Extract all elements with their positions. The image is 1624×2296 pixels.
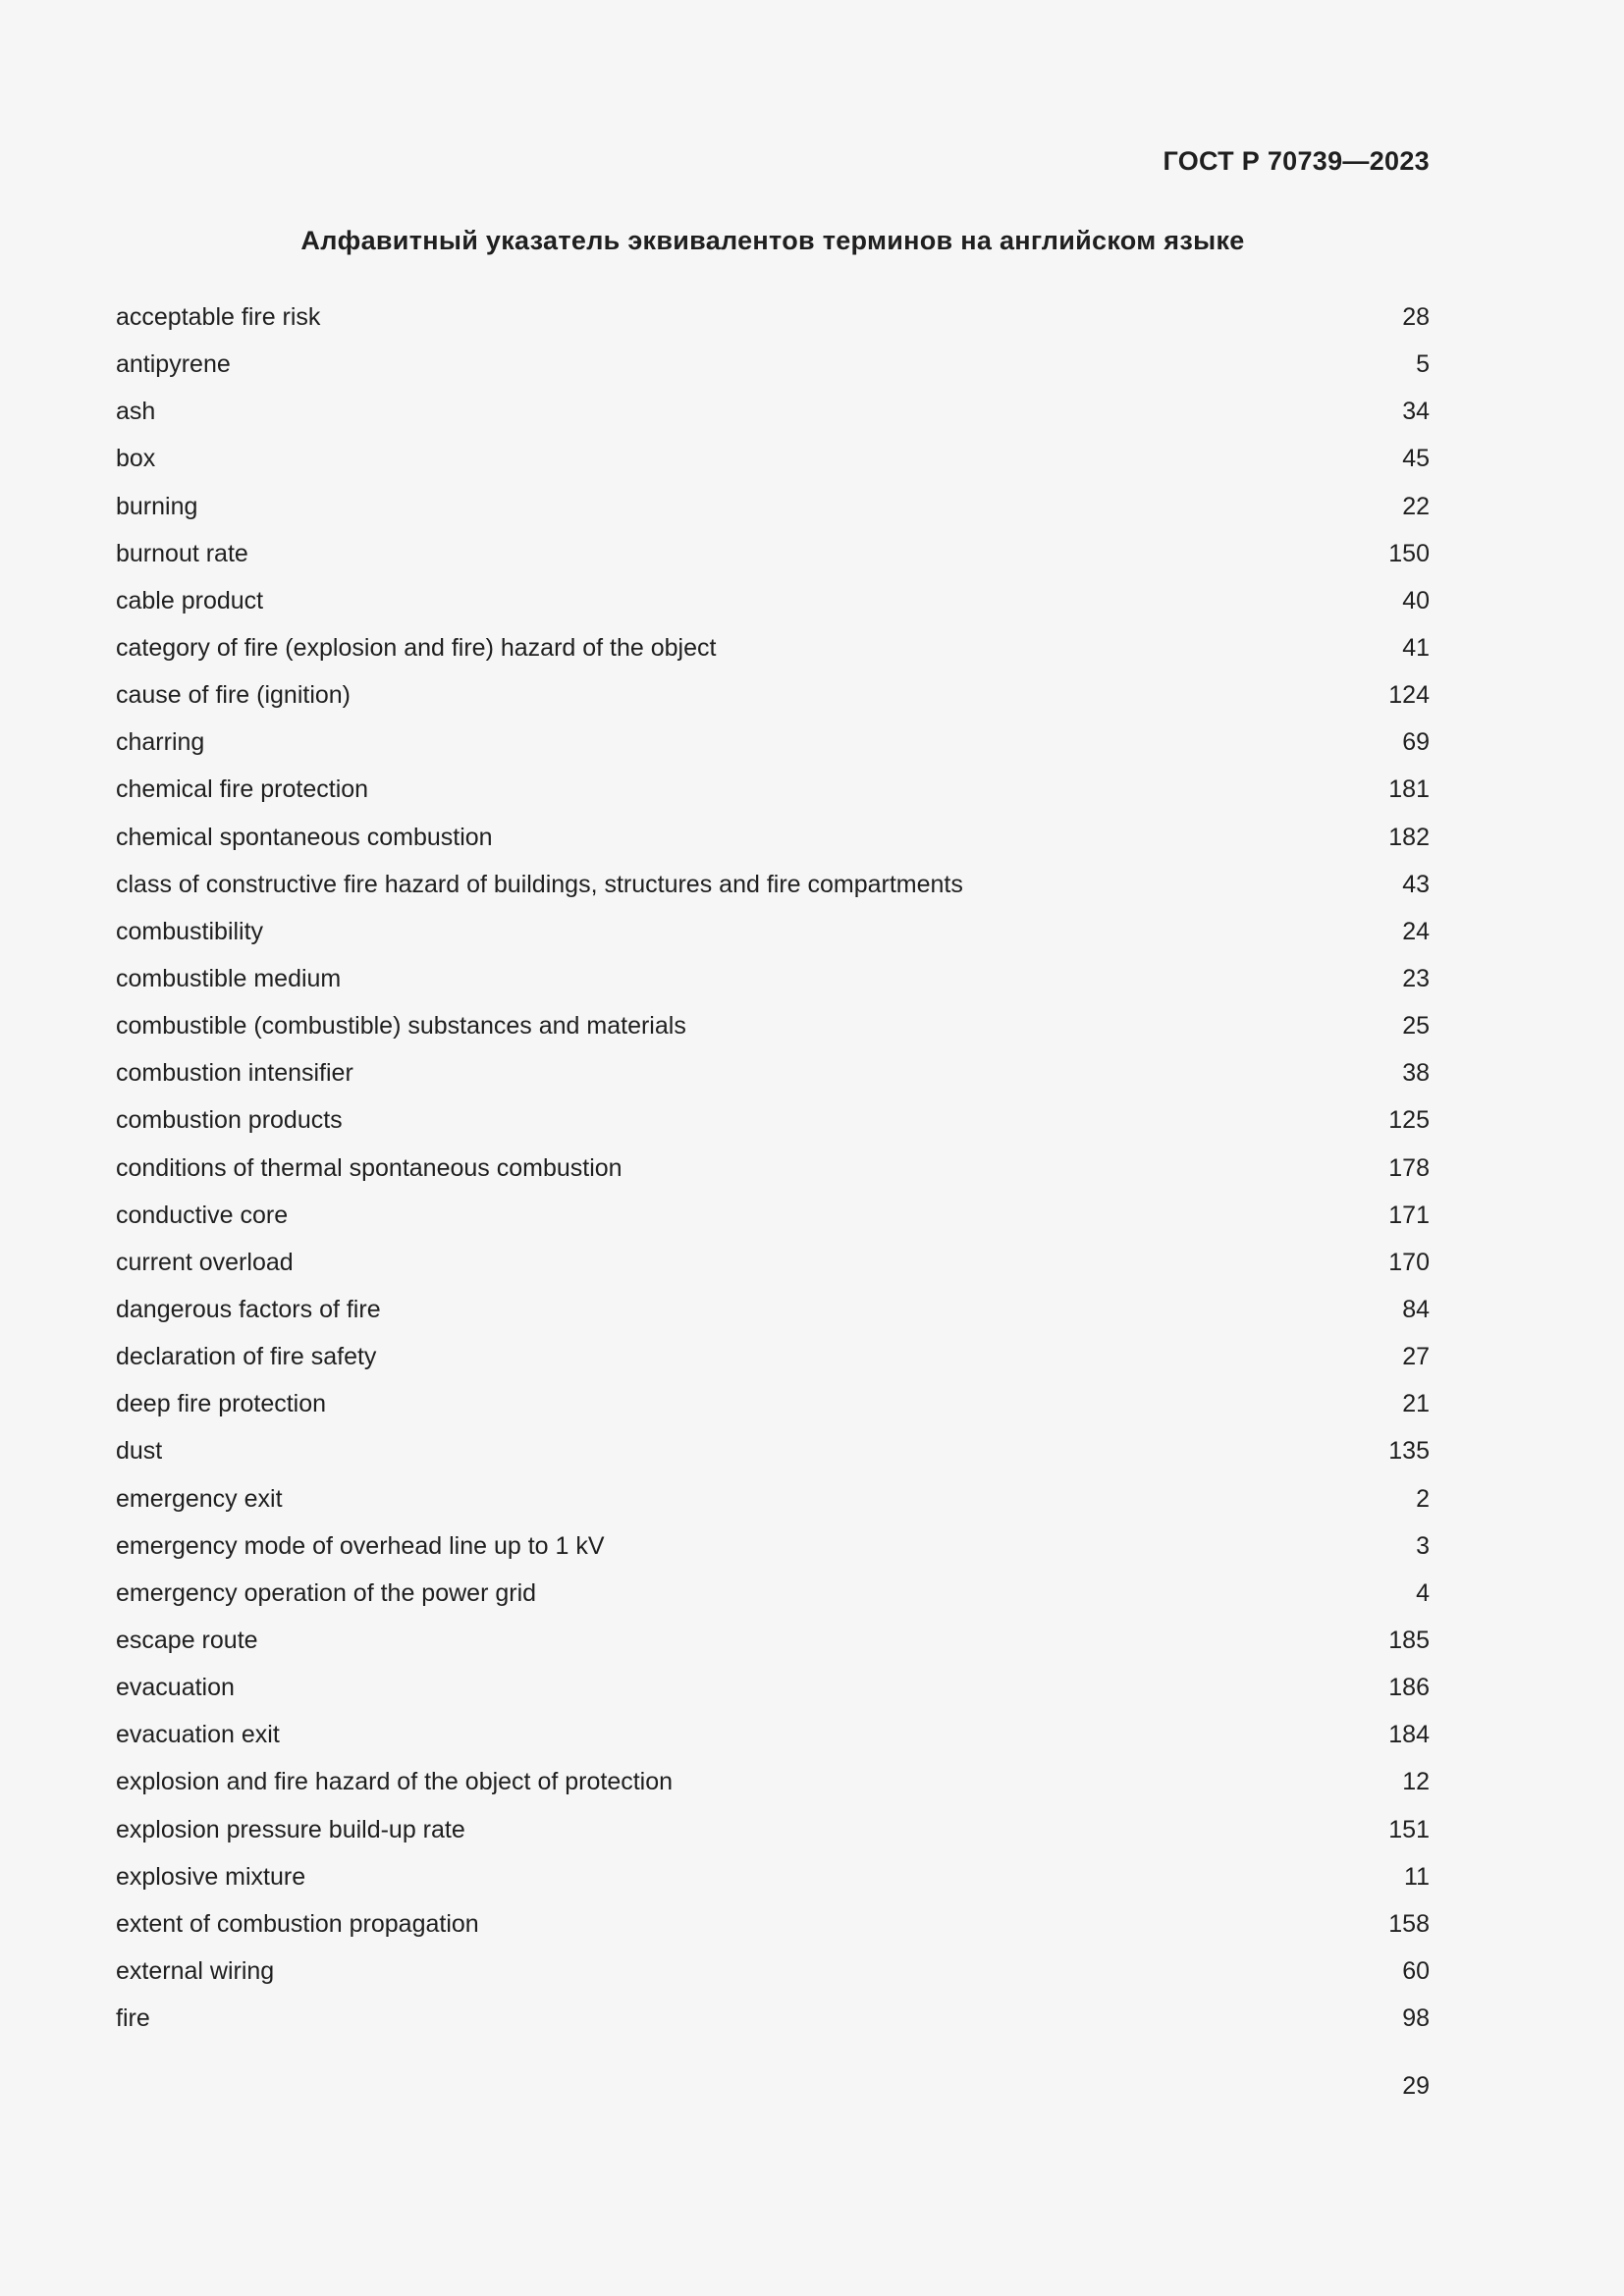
index-term: escape route	[116, 1626, 258, 1654]
term-number: 98	[1402, 2004, 1430, 2033]
index-term: antipyrene	[116, 350, 231, 379]
index-term: combustible medium	[116, 964, 342, 992]
term-number: 150	[1388, 539, 1430, 567]
index-term: chemical fire protection	[116, 775, 369, 804]
term-number: 40	[1402, 586, 1430, 614]
term-number: 45	[1402, 445, 1430, 473]
term-number: 5	[1416, 350, 1430, 379]
list-item	[116, 1427, 1430, 1474]
list-item	[116, 1995, 1430, 2042]
list-item	[116, 1239, 1430, 1286]
list-item	[116, 814, 1430, 861]
list-item	[116, 1948, 1430, 1995]
list-item	[116, 1853, 1430, 1900]
list-item	[116, 1333, 1430, 1380]
index-term: combustibility	[116, 917, 264, 945]
list-item	[116, 483, 1430, 530]
list-item	[116, 1286, 1430, 1333]
list-item	[116, 671, 1430, 719]
list-item	[116, 1664, 1430, 1711]
index-term: dust	[116, 1437, 163, 1466]
index-term: acceptable fire risk	[116, 303, 321, 331]
index-term: emergency mode of overhead line up to 1 kV	[116, 1531, 605, 1560]
index-term: charring	[116, 728, 205, 757]
term-number: 21	[1402, 1390, 1430, 1418]
index-term: cable product	[116, 586, 264, 614]
list-item	[116, 861, 1430, 908]
index-term: conductive core	[116, 1201, 289, 1229]
list-item	[116, 766, 1430, 813]
term-number: 3	[1416, 1531, 1430, 1560]
term-number: 186	[1388, 1674, 1430, 1702]
index-term: explosion pressure build-up rate	[116, 1815, 465, 1843]
list-item	[116, 341, 1430, 388]
index-term: conditions of thermal spontaneous combustion	[116, 1153, 623, 1182]
term-number: 185	[1388, 1626, 1430, 1654]
index-term: dangerous factors of fire	[116, 1295, 381, 1323]
term-number: 181	[1388, 775, 1430, 804]
index-term: burnout rate	[116, 539, 248, 567]
term-number: 84	[1402, 1295, 1430, 1323]
list-item	[116, 719, 1430, 766]
list-item	[116, 1192, 1430, 1239]
index-term: fire	[116, 2004, 150, 2033]
index-term: deep fire protection	[116, 1390, 327, 1418]
term-number: 158	[1388, 1909, 1430, 1938]
term-number: 4	[1416, 1578, 1430, 1607]
term-number: 11	[1404, 1862, 1430, 1891]
term-number: 41	[1402, 633, 1430, 662]
index-term: evacuation exit	[116, 1721, 280, 1749]
index-term: current overload	[116, 1248, 294, 1276]
term-index-list	[116, 294, 1430, 2042]
term-number: 182	[1388, 823, 1430, 851]
list-item	[116, 908, 1430, 955]
index-term: box	[116, 445, 156, 473]
term-number: 43	[1402, 870, 1430, 898]
list-item	[116, 955, 1430, 1002]
index-term: explosion and fire hazard of the object of protection	[116, 1768, 674, 1796]
list-item	[116, 1617, 1430, 1664]
list-item	[116, 1806, 1430, 1853]
index-term: cause of fire (ignition)	[116, 681, 352, 710]
term-number: 22	[1402, 492, 1430, 520]
page-number: 29	[1402, 2072, 1430, 2100]
list-item	[116, 1475, 1430, 1522]
term-number: 124	[1388, 681, 1430, 710]
term-number: 125	[1388, 1106, 1430, 1135]
index-term: combustion products	[116, 1106, 343, 1135]
term-number: 170	[1388, 1248, 1430, 1276]
list-item	[116, 388, 1430, 435]
index-term: chemical spontaneous combustion	[116, 823, 493, 851]
index-term: declaration of fire safety	[116, 1343, 377, 1371]
list-item	[116, 1900, 1430, 1948]
index-term: external wiring	[116, 1956, 275, 1985]
list-item	[116, 294, 1430, 341]
index-term: ash	[116, 398, 156, 426]
term-number: 2	[1416, 1484, 1430, 1513]
term-number: 12	[1402, 1768, 1430, 1796]
index-term: class of constructive fire hazard of buildings, structures and fire compartments	[116, 870, 963, 898]
term-number: 151	[1388, 1815, 1430, 1843]
page-title: Алфавитный указатель эквивалентов терминов на английском языке	[300, 226, 1245, 255]
list-item	[116, 435, 1430, 482]
term-number: 38	[1402, 1059, 1430, 1088]
index-term: extent of combustion propagation	[116, 1909, 479, 1938]
list-item	[116, 1711, 1430, 1758]
list-item	[116, 1522, 1430, 1570]
term-number: 34	[1402, 398, 1430, 426]
term-number: 135	[1388, 1437, 1430, 1466]
term-number: 23	[1402, 964, 1430, 992]
term-number: 24	[1402, 917, 1430, 945]
term-number: 28	[1402, 303, 1430, 331]
document-code: ГОСТ Р 70739—2023	[1163, 146, 1430, 176]
term-number: 178	[1388, 1153, 1430, 1182]
index-term: emergency operation of the power grid	[116, 1578, 537, 1607]
index-term: explosive mixture	[116, 1862, 306, 1891]
index-term: evacuation	[116, 1674, 235, 1702]
list-item	[116, 530, 1430, 577]
term-number: 60	[1402, 1956, 1430, 1985]
index-term: category of fire (explosion and fire) hazard of the object	[116, 633, 717, 662]
list-item	[116, 624, 1430, 671]
list-item	[116, 1002, 1430, 1049]
term-number: 25	[1402, 1012, 1430, 1041]
list-item	[116, 1380, 1430, 1427]
term-number: 27	[1402, 1343, 1430, 1371]
list-item	[116, 577, 1430, 624]
list-item	[116, 1570, 1430, 1617]
term-number: 69	[1402, 728, 1430, 757]
term-number: 184	[1388, 1721, 1430, 1749]
list-item	[116, 1049, 1430, 1096]
list-item	[116, 1145, 1430, 1192]
list-item	[116, 1758, 1430, 1805]
list-item	[116, 1096, 1430, 1144]
index-term: emergency exit	[116, 1484, 283, 1513]
index-term: burning	[116, 492, 198, 520]
index-term: combustible (combustible) substances and materials	[116, 1012, 686, 1041]
term-number: 171	[1388, 1201, 1430, 1229]
index-term: combustion intensifier	[116, 1059, 353, 1088]
